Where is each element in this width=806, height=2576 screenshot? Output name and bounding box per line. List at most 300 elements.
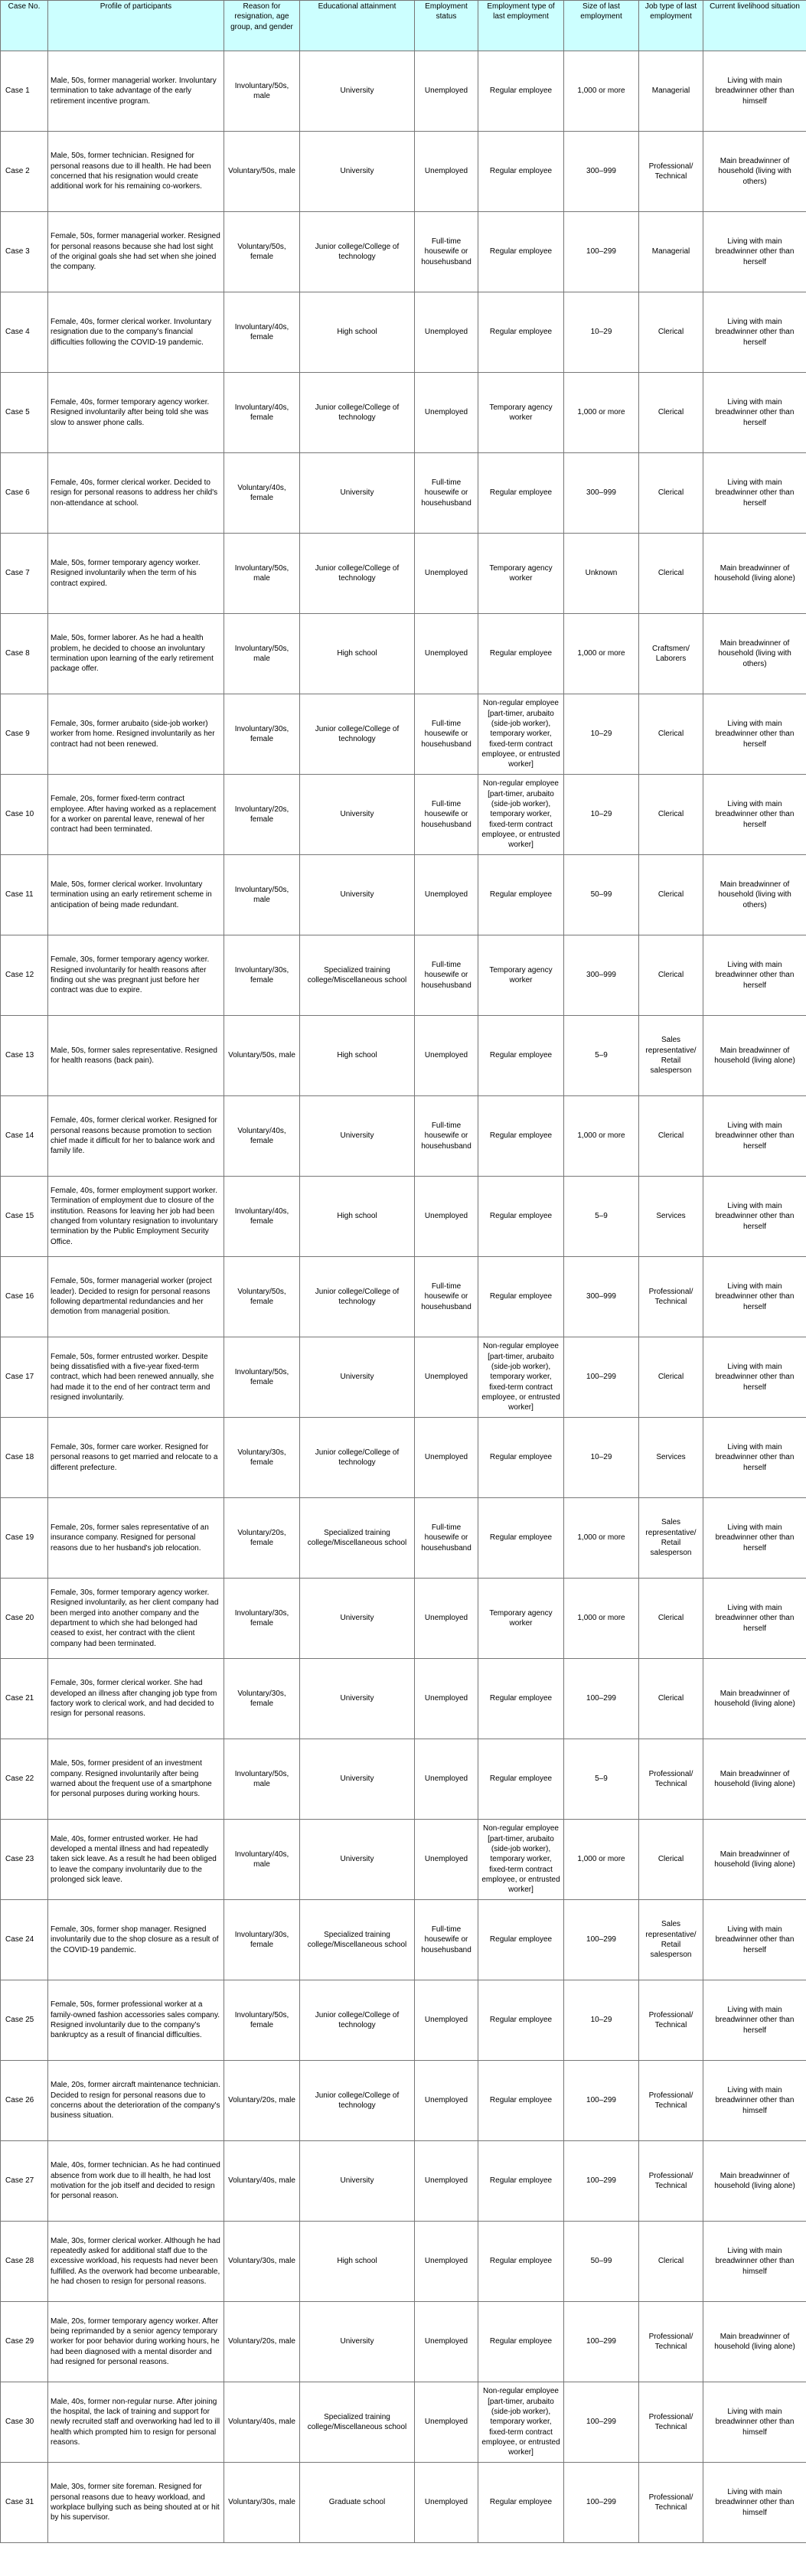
reason-cell: Involuntary/30s, female: [224, 1579, 300, 1659]
reason-cell: Voluntary/40s, male: [224, 2141, 300, 2222]
table-row: [1, 1980, 806, 2061]
job-type-cell: Clerical: [639, 453, 703, 534]
reason-cell: Involuntary/30s, female: [224, 935, 300, 1016]
livelihood-cell: Living with main breadwinner other than herself: [703, 1980, 806, 2061]
education-cell: High school: [300, 292, 415, 373]
employment-type-cell: Regular employee: [478, 1659, 564, 1739]
employment-status-cell: Unemployed: [415, 373, 478, 453]
livelihood-cell: Living with main breadwinner other than herself: [703, 373, 806, 453]
reason-cell: Involuntary/20s, female: [224, 775, 300, 855]
employment-size-cell: 1,000 or more: [564, 614, 639, 694]
employment-type-cell: Regular employee: [478, 855, 564, 935]
table-row: [1, 132, 806, 212]
case-no-cell: Case 23: [1, 1820, 48, 1900]
education-cell: University: [300, 2141, 415, 2222]
livelihood-cell: Living with main breadwinner other than himself: [703, 2061, 806, 2141]
table-row: [1, 1418, 806, 1498]
livelihood-cell: Main breadwinner of household (living alone): [703, 1659, 806, 1739]
employment-type-cell: Regular employee: [478, 51, 564, 132]
employment-size-cell: Unknown: [564, 534, 639, 614]
education-cell: University: [300, 51, 415, 132]
header-reason: Reason for resignation, age group, and gender: [224, 1, 300, 51]
job-type-cell: Services: [639, 1177, 703, 1257]
livelihood-cell: Living with main breadwinner other than herself: [703, 1579, 806, 1659]
education-cell: University: [300, 1739, 415, 1820]
employment-size-cell: 5–9: [564, 1739, 639, 1820]
table-row: [1, 1016, 806, 1096]
reason-cell: Involuntary/50s, male: [224, 51, 300, 132]
employment-status-cell: Unemployed: [415, 292, 478, 373]
employment-type-cell: Regular employee: [478, 2463, 564, 2543]
livelihood-cell: Main breadwinner of household (living alone): [703, 534, 806, 614]
livelihood-cell: Main breadwinner of household (living alone): [703, 1016, 806, 1096]
employment-size-cell: 1,000 or more: [564, 1096, 639, 1177]
case-no-cell: Case 4: [1, 292, 48, 373]
employment-type-cell: Regular employee: [478, 2222, 564, 2302]
job-type-cell: Clerical: [639, 373, 703, 453]
job-type-cell: Clerical: [639, 1659, 703, 1739]
employment-size-cell: 5–9: [564, 1016, 639, 1096]
employment-status-cell: Unemployed: [415, 1337, 478, 1418]
profile-cell: Female, 30s, former arubaito (side-job worker) worker from home. Resigned involuntarily as her contract had not been renewed.: [48, 694, 224, 775]
profile-cell: Female, 30s, former shop manager. Resigned involuntarily due to the shop closure as a result of the COVID-19 pandemic.: [48, 1900, 224, 1980]
employment-type-cell: Regular employee: [478, 2302, 564, 2382]
education-cell: Junior college/College of technology: [300, 212, 415, 292]
education-cell: High school: [300, 614, 415, 694]
livelihood-cell: Living with main breadwinner other than herself: [703, 1177, 806, 1257]
header-livelihood: Current livelihood situation: [703, 1, 806, 51]
employment-status-cell: Unemployed: [415, 1177, 478, 1257]
employment-type-cell: Regular employee: [478, 1177, 564, 1257]
profile-cell: Female, 50s, former managerial worker. Resigned for personal reasons because she had lost sight of the original goals she had set when she joined the company.: [48, 212, 224, 292]
education-cell: Junior college/College of technology: [300, 1418, 415, 1498]
reason-cell: Voluntary/50s, male: [224, 1016, 300, 1096]
job-type-cell: Professional/ Technical: [639, 2061, 703, 2141]
job-type-cell: Professional/ Technical: [639, 2463, 703, 2543]
reason-cell: Voluntary/30s, male: [224, 2463, 300, 2543]
employment-status-cell: Unemployed: [415, 1016, 478, 1096]
case-no-cell: Case 6: [1, 453, 48, 534]
livelihood-cell: Main breadwinner of household (living with others): [703, 614, 806, 694]
employment-status-cell: Unemployed: [415, 1980, 478, 2061]
education-cell: University: [300, 2302, 415, 2382]
reason-cell: Voluntary/50s, female: [224, 1257, 300, 1337]
case-no-cell: Case 19: [1, 1498, 48, 1579]
case-no-cell: Case 13: [1, 1016, 48, 1096]
header-employment-size: Size of last employment: [564, 1, 639, 51]
livelihood-cell: Living with main breadwinner other than himself: [703, 2222, 806, 2302]
education-cell: Specialized training college/Miscellaneous school: [300, 1498, 415, 1579]
table-row: [1, 453, 806, 534]
livelihood-cell: Living with main breadwinner other than herself: [703, 1096, 806, 1177]
case-no-cell: Case 26: [1, 2061, 48, 2141]
employment-type-cell: Regular employee: [478, 2061, 564, 2141]
reason-cell: Involuntary/50s, female: [224, 1337, 300, 1418]
employment-type-cell: Regular employee: [478, 614, 564, 694]
case-no-cell: Case 8: [1, 614, 48, 694]
case-no-cell: Case 12: [1, 935, 48, 1016]
education-cell: Specialized training college/Miscellaneous school: [300, 1900, 415, 1980]
employment-size-cell: 300–999: [564, 935, 639, 1016]
livelihood-cell: Main breadwinner of household (living with others): [703, 132, 806, 212]
education-cell: High school: [300, 2222, 415, 2302]
table-row: [1, 614, 806, 694]
table-row: [1, 775, 806, 855]
job-type-cell: Services: [639, 1418, 703, 1498]
livelihood-cell: Living with main breadwinner other than himself: [703, 2382, 806, 2463]
profile-cell: Female, 50s, former managerial worker (project leader). Decided to resign for personal reasons following departmental redundancies and her demotion from managerial position.: [48, 1257, 224, 1337]
case-no-cell: Case 15: [1, 1177, 48, 1257]
job-type-cell: Sales representative/ Retail salesperson: [639, 1900, 703, 1980]
table-row: [1, 292, 806, 373]
table-row: [1, 694, 806, 775]
table-row: [1, 2222, 806, 2302]
employment-type-cell: Temporary agency worker: [478, 534, 564, 614]
employment-size-cell: 1,000 or more: [564, 1820, 639, 1900]
profile-cell: Female, 40s, former temporary agency worker. Resigned involuntarily after being told she was slow to answer phone calls.: [48, 373, 224, 453]
employment-status-cell: Full-time housewife or househusband: [415, 212, 478, 292]
employment-status-cell: Unemployed: [415, 132, 478, 212]
profile-cell: Female, 40s, former employment support worker. Termination of employment due to closure of the institution. Reasons for leaving her job had been changed from voluntary resignation to involuntary termination by the Public Employment Security Office.: [48, 1177, 224, 1257]
education-cell: Junior college/College of technology: [300, 694, 415, 775]
profile-cell: Female, 30s, former clerical worker. She had developed an illness after changing job type from factory work to clerical work, and had decided to resign for personal reasons.: [48, 1659, 224, 1739]
employment-size-cell: 300–999: [564, 453, 639, 534]
job-type-cell: Sales representative/ Retail salesperson: [639, 1498, 703, 1579]
employment-status-cell: Unemployed: [415, 2463, 478, 2543]
case-no-cell: Case 14: [1, 1096, 48, 1177]
table-row: [1, 1177, 806, 1257]
profile-cell: Female, 30s, former temporary agency worker. Resigned involuntarily, as her client company had been merged into another company and the department to which she had belonged had ceased to exist, her contract with the client company had been terminated.: [48, 1579, 224, 1659]
education-cell: Junior college/College of technology: [300, 1980, 415, 2061]
employment-type-cell: Regular employee: [478, 1096, 564, 1177]
employment-status-cell: Unemployed: [415, 534, 478, 614]
profile-cell: Male, 20s, former temporary agency worker. After being reprimanded by a senior agency temporary worker for poor behavior during working hours, he had been diagnosed with a mental disorder and had resigned for personal reasons.: [48, 2302, 224, 2382]
case-no-cell: Case 17: [1, 1337, 48, 1418]
employment-type-cell: Regular employee: [478, 1257, 564, 1337]
table-row: [1, 2302, 806, 2382]
table-row: [1, 1820, 806, 1900]
employment-size-cell: 10–29: [564, 292, 639, 373]
employment-status-cell: Unemployed: [415, 1659, 478, 1739]
reason-cell: Voluntary/40s, male: [224, 2382, 300, 2463]
profile-cell: Female, 50s, former entrusted worker. Despite being dissatisfied with a five-year fixed-term contract, which had been renewed annually, she had made it to the end of her contract term and resigned involuntarily.: [48, 1337, 224, 1418]
table-row: [1, 1257, 806, 1337]
table-row: [1, 51, 806, 132]
header-employment-type: Employment type of last employment: [478, 1, 564, 51]
reason-cell: Involuntary/50s, male: [224, 614, 300, 694]
case-no-cell: Case 9: [1, 694, 48, 775]
reason-cell: Voluntary/20s, male: [224, 2302, 300, 2382]
table-row: [1, 373, 806, 453]
employment-status-cell: Unemployed: [415, 1820, 478, 1900]
employment-status-cell: Unemployed: [415, 2222, 478, 2302]
table-row: [1, 1900, 806, 1980]
job-type-cell: Clerical: [639, 775, 703, 855]
case-no-cell: Case 20: [1, 1579, 48, 1659]
employment-status-cell: Full-time housewife or househusband: [415, 453, 478, 534]
education-cell: University: [300, 1659, 415, 1739]
header-job-type: Job type of last employment: [639, 1, 703, 51]
case-no-cell: Case 7: [1, 534, 48, 614]
livelihood-cell: Main breadwinner of household (living alone): [703, 2302, 806, 2382]
education-cell: University: [300, 1579, 415, 1659]
employment-status-cell: Unemployed: [415, 1579, 478, 1659]
profile-cell: Female, 20s, former fixed-term contract employee. After having worked as a replacement for a worker on parental leave, renewal of her contract had been terminated.: [48, 775, 224, 855]
livelihood-cell: Main breadwinner of household (living alone): [703, 1820, 806, 1900]
employment-type-cell: Regular employee: [478, 1900, 564, 1980]
employment-type-cell: Temporary agency worker: [478, 373, 564, 453]
case-no-cell: Case 25: [1, 1980, 48, 2061]
education-cell: Specialized training college/Miscellaneous school: [300, 2382, 415, 2463]
table-row: [1, 1739, 806, 1820]
employment-size-cell: 1,000 or more: [564, 1498, 639, 1579]
employment-size-cell: 100–299: [564, 1337, 639, 1418]
employment-type-cell: Regular employee: [478, 1980, 564, 2061]
case-no-cell: Case 1: [1, 51, 48, 132]
livelihood-cell: Living with main breadwinner other than herself: [703, 1257, 806, 1337]
job-type-cell: Clerical: [639, 935, 703, 1016]
profile-cell: Male, 50s, former technician. Resigned for personal reasons due to ill health. He had been concerned that his resignation would create additional work for his remaining co-workers.: [48, 132, 224, 212]
reason-cell: Voluntary/30s, female: [224, 1659, 300, 1739]
livelihood-cell: Living with main breadwinner other than himself: [703, 51, 806, 132]
profile-cell: Male, 40s, former non-regular nurse. After joining the hospital, the lack of training and support for newly recruited staff and overworking had led to ill health which prompted him to resign for personal reasons.: [48, 2382, 224, 2463]
education-cell: Junior college/College of technology: [300, 1257, 415, 1337]
employment-status-cell: Unemployed: [415, 2061, 478, 2141]
employment-status-cell: Full-time housewife or househusband: [415, 1900, 478, 1980]
employment-size-cell: 100–299: [564, 2141, 639, 2222]
table-row: [1, 1498, 806, 1579]
job-type-cell: Clerical: [639, 2222, 703, 2302]
reason-cell: Voluntary/40s, female: [224, 453, 300, 534]
employment-type-cell: Regular employee: [478, 2141, 564, 2222]
reason-cell: Involuntary/40s, female: [224, 292, 300, 373]
table-row: [1, 2463, 806, 2543]
employment-type-cell: Temporary agency worker: [478, 1579, 564, 1659]
livelihood-cell: Living with main breadwinner other than herself: [703, 775, 806, 855]
case-no-cell: Case 27: [1, 2141, 48, 2222]
table-row: [1, 1579, 806, 1659]
livelihood-cell: Main breadwinner of household (living alone): [703, 1739, 806, 1820]
reason-cell: Voluntary/30s, male: [224, 2222, 300, 2302]
employment-size-cell: 300–999: [564, 1257, 639, 1337]
table-row: [1, 2061, 806, 2141]
case-no-cell: Case 10: [1, 775, 48, 855]
job-type-cell: Professional/ Technical: [639, 132, 703, 212]
table-row: [1, 2141, 806, 2222]
livelihood-cell: Living with main breadwinner other than himself: [703, 2463, 806, 2543]
education-cell: Graduate school: [300, 2463, 415, 2543]
employment-type-cell: Regular employee: [478, 292, 564, 373]
livelihood-cell: Living with main breadwinner other than herself: [703, 1418, 806, 1498]
table-row: [1, 2382, 806, 2463]
employment-size-cell: 1,000 or more: [564, 51, 639, 132]
header-profile: Profile of participants: [48, 1, 224, 51]
table-row: [1, 534, 806, 614]
employment-size-cell: 10–29: [564, 775, 639, 855]
profile-cell: Male, 50s, former temporary agency worker. Resigned involuntarily when the term of his contract expired.: [48, 534, 224, 614]
job-type-cell: Clerical: [639, 855, 703, 935]
employment-size-cell: 100–299: [564, 1659, 639, 1739]
education-cell: Junior college/College of technology: [300, 2061, 415, 2141]
education-cell: University: [300, 132, 415, 212]
profile-cell: Female, 50s, former professional worker at a family-owned fashion accessories sales company. Resigned involuntarily due to the company's bankruptcy as a result of financial difficulties.: [48, 1980, 224, 2061]
job-type-cell: Managerial: [639, 51, 703, 132]
table-row: [1, 1659, 806, 1739]
livelihood-cell: Main breadwinner of household (living with others): [703, 855, 806, 935]
employment-size-cell: 100–299: [564, 212, 639, 292]
table-row: [1, 1096, 806, 1177]
education-cell: Junior college/College of technology: [300, 534, 415, 614]
education-cell: University: [300, 1820, 415, 1900]
reason-cell: Voluntary/20s, female: [224, 1498, 300, 1579]
profile-cell: Female, 40s, former clerical worker. Resigned for personal reasons because promotion to section chief made it difficult for her to balance work and family life.: [48, 1096, 224, 1177]
job-type-cell: Managerial: [639, 212, 703, 292]
table-row: [1, 935, 806, 1016]
job-type-cell: Clerical: [639, 1096, 703, 1177]
employment-type-cell: Regular employee: [478, 132, 564, 212]
employment-size-cell: 10–29: [564, 694, 639, 775]
employment-size-cell: 5–9: [564, 1177, 639, 1257]
education-cell: Junior college/College of technology: [300, 373, 415, 453]
profile-cell: Male, 50s, former laborer. As he had a health problem, he decided to choose an involuntary termination upon learning of the early retirement package offer.: [48, 614, 224, 694]
job-type-cell: Professional/ Technical: [639, 2302, 703, 2382]
case-no-cell: Case 11: [1, 855, 48, 935]
employment-type-cell: Non-regular employee [part-timer, arubaito (side-job worker), temporary worker, fixed-term contract employee, or entrusted worker]: [478, 694, 564, 775]
reason-cell: Involuntary/50s, female: [224, 1980, 300, 2061]
employment-status-cell: Unemployed: [415, 1739, 478, 1820]
profile-cell: Female, 40s, former clerical worker. Involuntary resignation due to the company's financial difficulties following the COVID-19 pandemic.: [48, 292, 224, 373]
job-type-cell: Clerical: [639, 1337, 703, 1418]
employment-status-cell: Full-time housewife or househusband: [415, 1257, 478, 1337]
case-no-cell: Case 3: [1, 212, 48, 292]
livelihood-cell: Living with main breadwinner other than herself: [703, 1337, 806, 1418]
education-cell: High school: [300, 1016, 415, 1096]
employment-status-cell: Full-time housewife or househusband: [415, 935, 478, 1016]
livelihood-cell: Living with main breadwinner other than herself: [703, 694, 806, 775]
table-row: [1, 212, 806, 292]
job-type-cell: Professional/ Technical: [639, 1980, 703, 2061]
profile-cell: Female, 20s, former sales representative of an insurance company. Resigned for personal reasons due to her husband's job relocation.: [48, 1498, 224, 1579]
table-row: [1, 855, 806, 935]
employment-status-cell: Unemployed: [415, 855, 478, 935]
employment-size-cell: 1,000 or more: [564, 373, 639, 453]
education-cell: University: [300, 1337, 415, 1418]
reason-cell: Involuntary/50s, male: [224, 855, 300, 935]
reason-cell: Involuntary/40s, male: [224, 1820, 300, 1900]
case-no-cell: Case 29: [1, 2302, 48, 2382]
header-education: Educational attainment: [300, 1, 415, 51]
job-type-cell: Professional/ Technical: [639, 1257, 703, 1337]
employment-size-cell: 50–99: [564, 2222, 639, 2302]
case-no-cell: Case 16: [1, 1257, 48, 1337]
job-type-cell: Clerical: [639, 292, 703, 373]
job-type-cell: Clerical: [639, 534, 703, 614]
education-cell: High school: [300, 1177, 415, 1257]
case-no-cell: Case 5: [1, 373, 48, 453]
reason-cell: Voluntary/50s, female: [224, 212, 300, 292]
profile-cell: Male, 50s, former clerical worker. Involuntary termination using an early retirement scheme in anticipation of being made redundant.: [48, 855, 224, 935]
reason-cell: Involuntary/50s, male: [224, 534, 300, 614]
reason-cell: Involuntary/50s, male: [224, 1739, 300, 1820]
employment-type-cell: Non-regular employee [part-timer, arubaito (side-job worker), temporary worker, fixed-term contract employee, or entrusted worker]: [478, 2382, 564, 2463]
case-no-cell: Case 24: [1, 1900, 48, 1980]
education-cell: Specialized training college/Miscellaneous school: [300, 935, 415, 1016]
profile-cell: Male, 30s, former clerical worker. Although he had repeatedly asked for additional staff due to the excessive workload, his requests had never been fulfilled. As the overwork had become unbearable, he had chosen to resign for personal reasons.: [48, 2222, 224, 2302]
livelihood-cell: Living with main breadwinner other than herself: [703, 1900, 806, 1980]
job-type-cell: Clerical: [639, 1820, 703, 1900]
employment-type-cell: Regular employee: [478, 1418, 564, 1498]
employment-type-cell: Regular employee: [478, 453, 564, 534]
reason-cell: Involuntary/40s, female: [224, 1177, 300, 1257]
reason-cell: Involuntary/40s, female: [224, 373, 300, 453]
employment-status-cell: Full-time housewife or househusband: [415, 694, 478, 775]
header-case-no: Case No.: [1, 1, 48, 51]
employment-status-cell: Unemployed: [415, 2141, 478, 2222]
employment-status-cell: Unemployed: [415, 614, 478, 694]
job-type-cell: Clerical: [639, 1579, 703, 1659]
job-type-cell: Professional/ Technical: [639, 2382, 703, 2463]
livelihood-cell: Main breadwinner of household (living alone): [703, 2141, 806, 2222]
profile-cell: Male, 50s, former sales representative. Resigned for health reasons (back pain).: [48, 1016, 224, 1096]
employment-size-cell: 10–29: [564, 1980, 639, 2061]
education-cell: University: [300, 775, 415, 855]
livelihood-cell: Living with main breadwinner other than herself: [703, 1498, 806, 1579]
education-cell: University: [300, 453, 415, 534]
job-type-cell: Sales representative/ Retail salesperson: [639, 1016, 703, 1096]
employment-type-cell: Non-regular employee [part-timer, arubaito (side-job worker), temporary worker, fixed-term contract employee, or entrusted worker]: [478, 775, 564, 855]
case-no-cell: Case 21: [1, 1659, 48, 1739]
employment-status-cell: Full-time housewife or househusband: [415, 1498, 478, 1579]
job-type-cell: Craftsmen/ Laborers: [639, 614, 703, 694]
employment-size-cell: 50–99: [564, 855, 639, 935]
employment-status-cell: Unemployed: [415, 1418, 478, 1498]
case-no-cell: Case 30: [1, 2382, 48, 2463]
employment-status-cell: Unemployed: [415, 2302, 478, 2382]
employment-type-cell: Regular employee: [478, 1739, 564, 1820]
employment-size-cell: 100–299: [564, 1900, 639, 1980]
employment-size-cell: 1,000 or more: [564, 1579, 639, 1659]
profile-cell: Female, 30s, former care worker. Resigned for personal reasons to get married and relocate to a different prefecture.: [48, 1418, 224, 1498]
reason-cell: Voluntary/20s, male: [224, 2061, 300, 2141]
employment-size-cell: 100–299: [564, 2382, 639, 2463]
case-no-cell: Case 31: [1, 2463, 48, 2543]
employment-status-cell: Unemployed: [415, 51, 478, 132]
table-row: [1, 1337, 806, 1418]
education-cell: University: [300, 1096, 415, 1177]
employment-status-cell: Full-time housewife or househusband: [415, 1096, 478, 1177]
case-no-cell: Case 18: [1, 1418, 48, 1498]
case-no-cell: Case 2: [1, 132, 48, 212]
job-type-cell: Clerical: [639, 694, 703, 775]
job-type-cell: Professional/ Technical: [639, 2141, 703, 2222]
employment-size-cell: 100–299: [564, 2463, 639, 2543]
profile-cell: Female, 40s, former clerical worker. Decided to resign for personal reasons to address her child's non-attendance at school.: [48, 453, 224, 534]
reason-cell: Involuntary/30s, female: [224, 694, 300, 775]
employment-status-cell: Full-time housewife or househusband: [415, 775, 478, 855]
job-type-cell: Professional/ Technical: [639, 1739, 703, 1820]
employment-size-cell: 10–29: [564, 1418, 639, 1498]
profile-cell: Male, 20s, former aircraft maintenance technician. Decided to resign for personal reasons due to concerns about the deterioration of the company's business situation.: [48, 2061, 224, 2141]
case-no-cell: Case 22: [1, 1739, 48, 1820]
employment-type-cell: Regular employee: [478, 212, 564, 292]
reason-cell: Involuntary/30s, female: [224, 1900, 300, 1980]
livelihood-cell: Living with main breadwinner other than herself: [703, 935, 806, 1016]
header-employment-status: Employment status: [415, 1, 478, 51]
profile-cell: Male, 50s, former president of an investment company. Resigned involuntarily after being warned about the frequent use of a smartphone for personal purposes during working hours.: [48, 1739, 224, 1820]
employment-size-cell: 300–999: [564, 132, 639, 212]
profile-cell: Male, 30s, former site foreman. Resigned for personal reasons due to heavy workload, and workplace bullying such as being shouted at or hit by his supervisor.: [48, 2463, 224, 2543]
profile-cell: Male, 50s, former managerial worker. Involuntary termination to take advantage of the early retirement incentive program.: [48, 51, 224, 132]
